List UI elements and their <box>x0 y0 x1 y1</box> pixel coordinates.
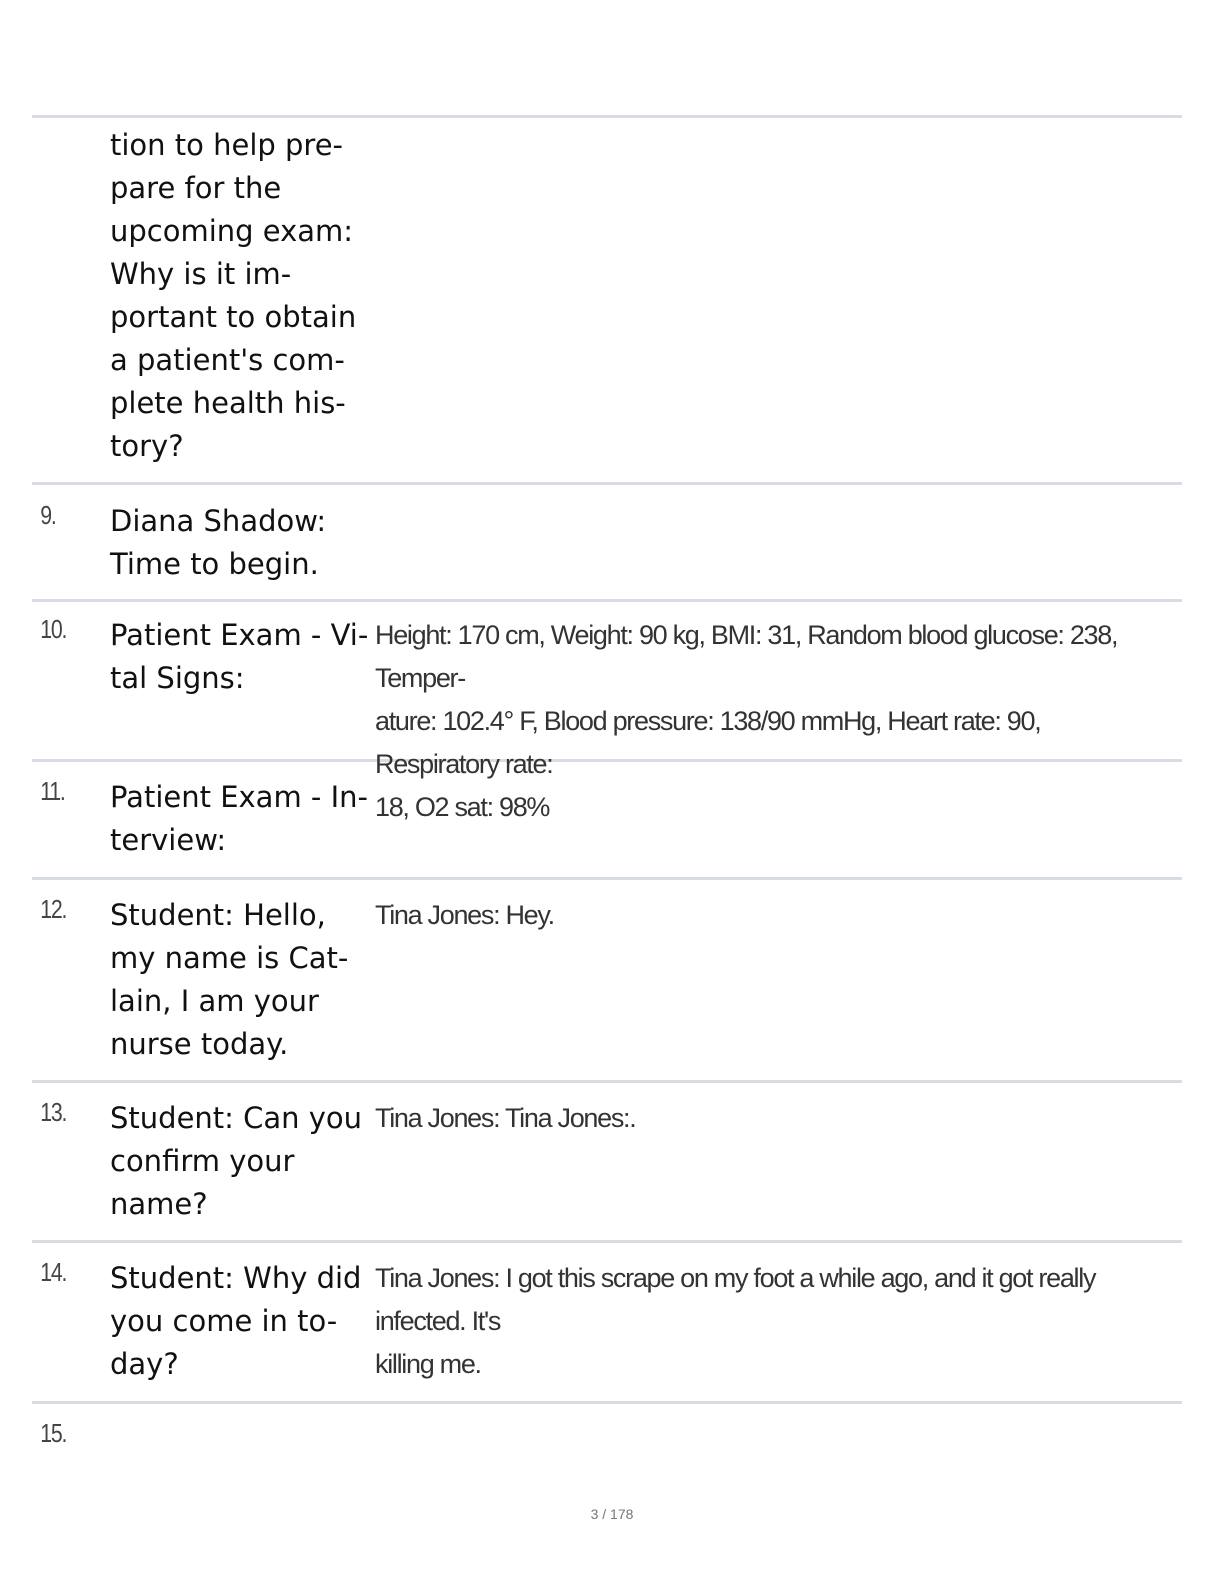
row-question: Student: Hello, my name is Cat- lain, I am your nurse today. <box>110 898 349 1061</box>
row-number: 11. <box>40 776 65 806</box>
table-row <box>32 118 1182 485</box>
row-number: 10. <box>40 614 67 644</box>
row-question: Student: Why did you come in to- day? <box>110 1261 362 1381</box>
table-row <box>32 1404 1182 1474</box>
row-number: 9. <box>40 500 56 530</box>
row-answer: Tina Jones: I got this scrape on my foot a while ago, and it got really infected. It's killing me. <box>375 1263 1096 1379</box>
table-row <box>32 485 1182 602</box>
row-number: 14. <box>40 1257 67 1287</box>
page-indicator: 3 / 178 <box>590 1506 634 1522</box>
flashcard-table <box>32 115 1182 1474</box>
row-question: Student: Can you confirm your name? <box>110 1101 363 1221</box>
row-number: 12. <box>40 894 67 924</box>
row-question: Diana Shadow: Time to begin. <box>110 504 327 581</box>
table-row <box>32 1243 1182 1404</box>
table-row <box>32 880 1182 1083</box>
row-number: 15. <box>40 1418 67 1448</box>
row-number: 13. <box>40 1097 67 1127</box>
table-row <box>32 1083 1182 1243</box>
row-question: Patient Exam - In- terview: <box>110 780 368 857</box>
row-answer: Tina Jones: Tina Jones:. <box>375 1103 636 1133</box>
row-question: Patient Exam - Vi- tal Signs: <box>110 618 369 695</box>
row-answer: Tina Jones: Hey. <box>375 900 554 930</box>
row-question: tion to help pre- pare for the upcoming exam: Why is it im- portant to obtain a patient's com- plete health his- tory? <box>110 128 357 463</box>
row-answer: Height: 170 cm, Weight: 90 kg, BMI: 31, Random blood glucose: 238, Temper- ature: 102.4° F, Blood pressure: 138/90 mmHg, Heart rate: 90, Respiratory rate: 18, O2 sat: 98% <box>375 620 1118 822</box>
